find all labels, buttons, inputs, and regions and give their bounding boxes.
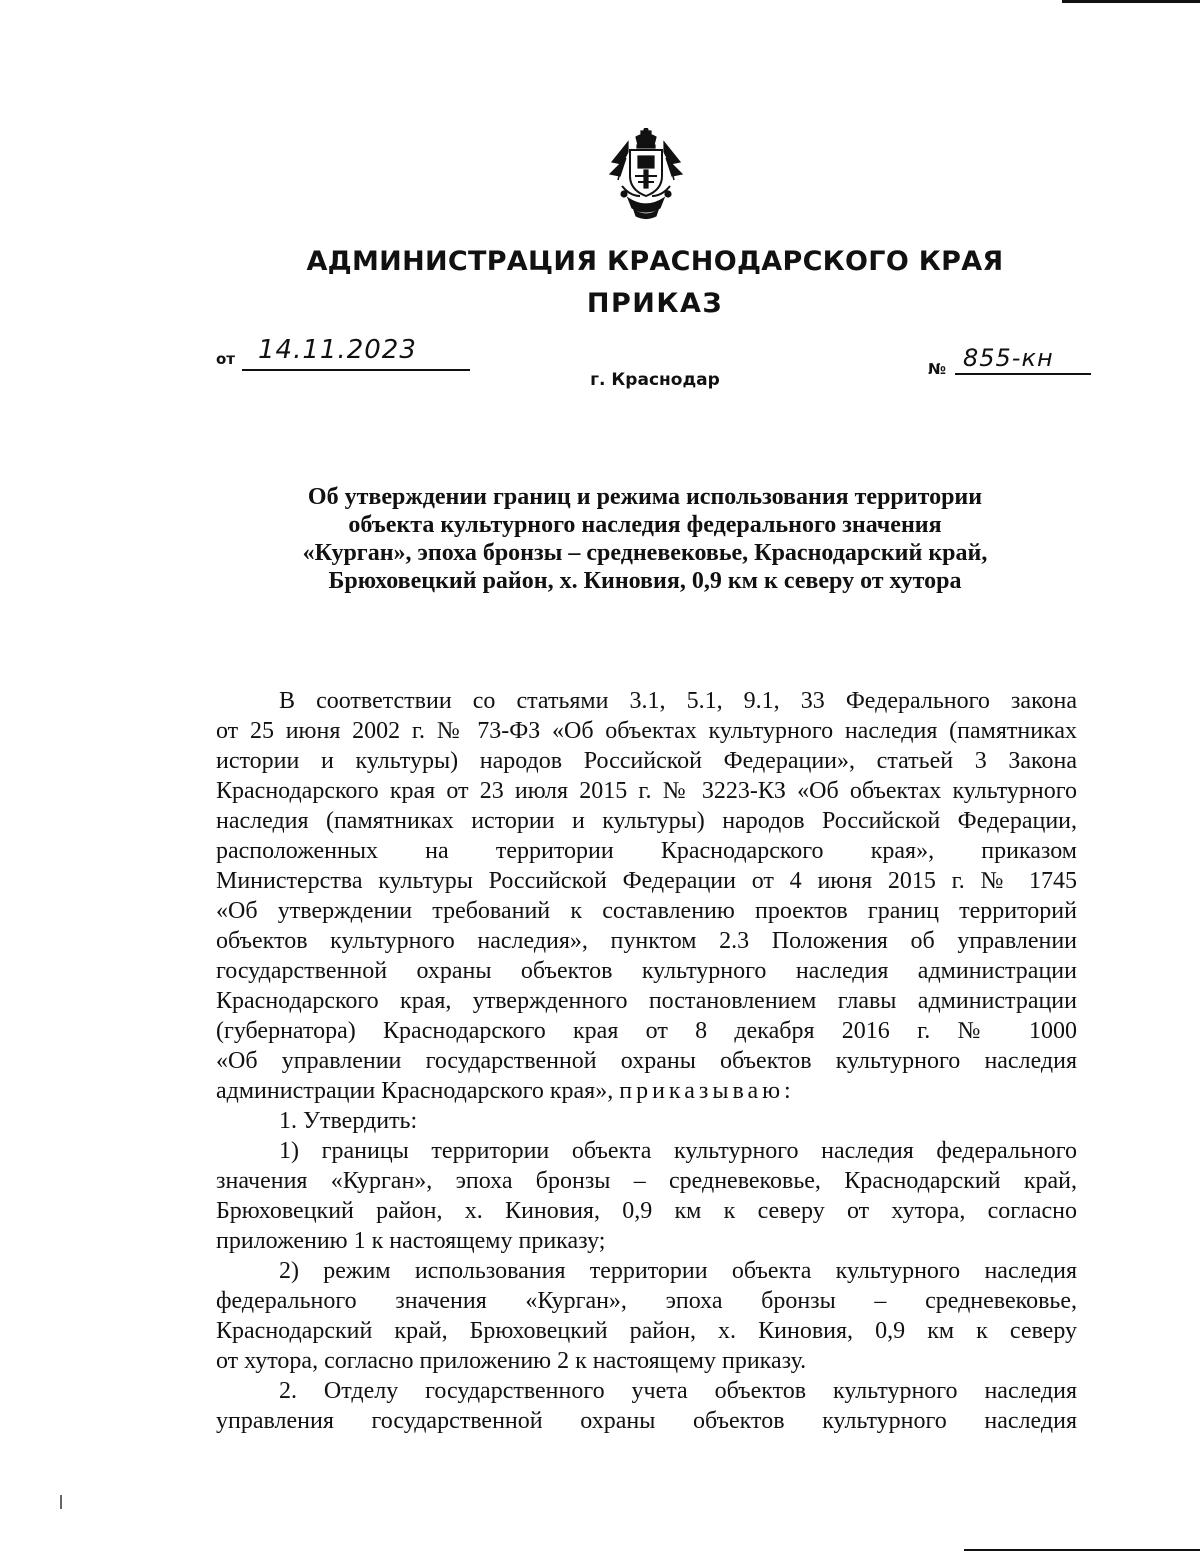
text-line: 2. Отделу государственного учета объектов культурного наследия (279, 1378, 1077, 1404)
subject-line: Брюховецкий район, х. Киновия, 0,9 км к северу от хутора (328, 568, 962, 594)
order-number-handwritten: 855-кн (963, 344, 1054, 372)
text-line: 1) границы территории объекта культурного наследия федерального (279, 1138, 1077, 1164)
text-line: значения «Курган», эпоха бронзы – средневековье, Краснодарский край, (216, 1168, 1077, 1194)
order-date-handwritten: 14.11.2023 (258, 335, 417, 365)
text-line: истории и культуры) народов Российской Федерации», статьей 3 Закона (216, 748, 1077, 774)
scan-edge-mark-top (1062, 0, 1200, 3)
text-line: управления государственной охраны объектов культурного наследия (216, 1408, 1077, 1434)
preamble-last-start: администрации Краснодарского края», (216, 1078, 614, 1104)
text-line: от 25 июня 2002 г. № 73-ФЗ «Об объектах культурного наследия (памятниках (216, 718, 1077, 744)
decree-word: приказываю: (619, 1078, 795, 1104)
document-type-title: ПРИКАЗ (586, 288, 724, 319)
text-line (216, 1076, 1077, 1106)
text-line: 2) режим использования территории объекта культурного наследия (279, 1258, 1077, 1284)
text-line: Краснодарского края от 23 июля 2015 г. № 3223-КЗ «Об объектах культурного (216, 778, 1077, 804)
organization-title: АДМИНИСТРАЦИЯ КРАСНОДАРСКОГО КРАЯ (306, 246, 1004, 277)
text-line: Краснодарский край, Брюховецкий район, х. Киновия, 0,9 км к северу (216, 1318, 1077, 1344)
text-line: Министерства культуры Российской Федерации от 4 июня 2015 г. № 1745 (216, 868, 1077, 894)
order-body-text (216, 686, 1077, 1436)
preamble-paragraph (216, 686, 1077, 1106)
text-line: приложению 1 к настоящему приказу; (216, 1228, 606, 1254)
text-line: (губернатора) Краснодарского края от 8 декабря 2016 г. № 1000 (216, 1018, 1077, 1044)
text-line: Краснодарского края, утвержденного постановлением главы администрации (216, 988, 1077, 1014)
city-label: г. Краснодар (590, 370, 720, 390)
scan-edge-mark-left (60, 1495, 62, 1509)
text-line: от хутора, согласно приложению 2 к настоящему приказу. (216, 1348, 807, 1374)
text-line: Брюховецкий район, х. Киновия, 0,9 км к северу от хутора, согласно (216, 1198, 1077, 1224)
text-line: «Об управлении государственной охраны объектов культурного наследия (216, 1048, 1077, 1074)
item-1-subitem-2 (216, 1256, 1077, 1376)
item-2 (216, 1376, 1077, 1436)
text-line: объектов культурного наследия», пунктом 2.3 Положения об управлении (216, 928, 1077, 954)
text-line: В соответствии со статьями 3.1, 5.1, 9.1, 33 Федерального закона (279, 688, 1077, 714)
date-prefix-label: от (216, 350, 235, 368)
text-line: государственной охраны объектов культурного наследия администрации (216, 958, 1077, 984)
item-1 (216, 1106, 1077, 1136)
text-line: расположенных на территории Краснодарского края», приказом (216, 838, 1077, 864)
subject-line: Об утверждении границ и режима использования территории (307, 484, 983, 510)
krasnodar-coat-of-arms-icon (608, 128, 684, 220)
item-1-heading: 1. Утвердить: (279, 1108, 418, 1134)
item-1-subitem-1 (216, 1136, 1077, 1256)
text-line: федерального значения «Курган», эпоха бронзы – средневековье, (216, 1288, 1077, 1314)
order-subject-heading (200, 483, 1090, 595)
text-line: «Об утверждении требований к составлению проектов границ территорий (216, 898, 1077, 924)
scan-edge-mark-bottom (964, 1549, 1200, 1551)
subject-line: «Курган», эпоха бронзы – средневековье, Краснодарский край, (302, 540, 988, 566)
number-prefix-label: № (928, 360, 947, 378)
text-line: наследия (памятниках истории и культуры) народов Российской Федерации, (216, 808, 1077, 834)
subject-line: объекта культурного наследия федерального значения (348, 512, 942, 538)
